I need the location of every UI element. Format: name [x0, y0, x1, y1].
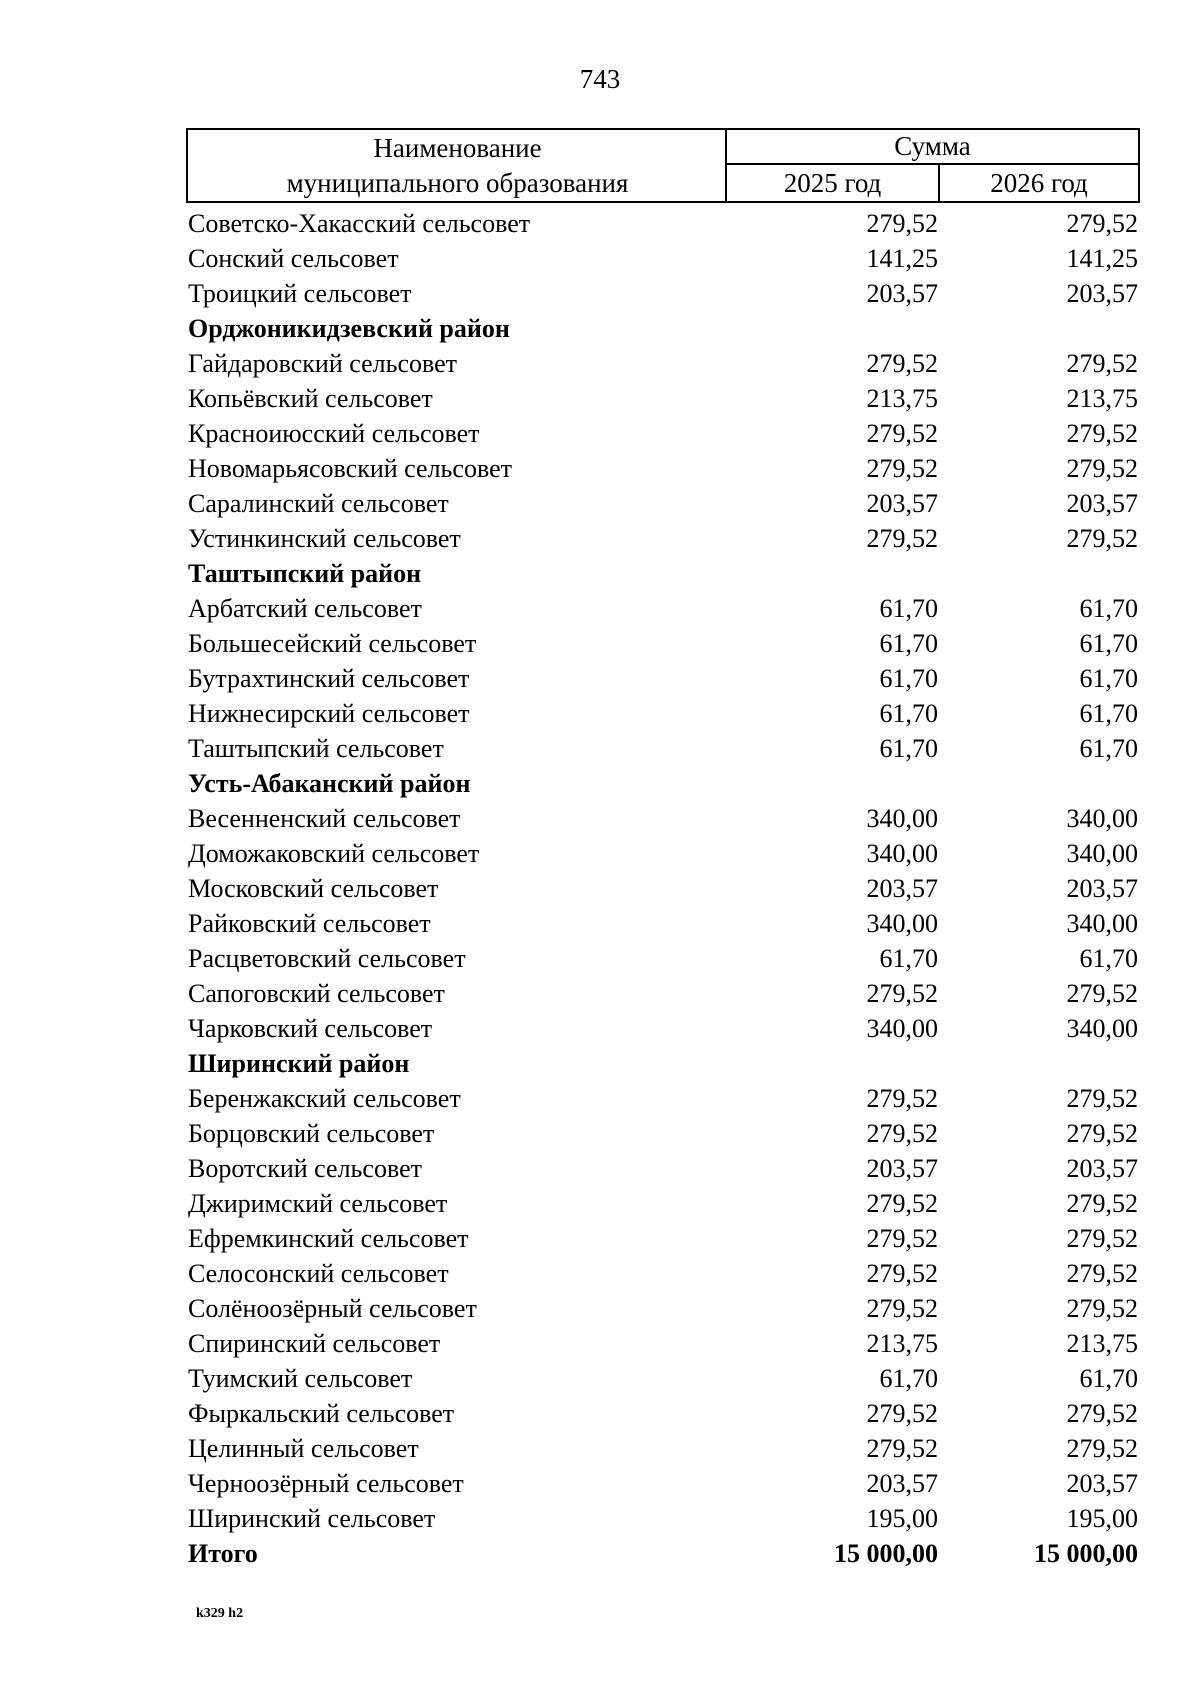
row-value-2025: 279,52 — [866, 454, 938, 483]
table-row — [0, 521, 1200, 556]
row-value-2025: 279,52 — [866, 1189, 938, 1218]
row-name-cell: Беренжакский сельсовет — [188, 1084, 461, 1113]
row-value-2025: 340,00 — [866, 909, 938, 938]
row-value-2025: 141,25 — [866, 244, 938, 273]
header-name-line1: Наименование — [373, 133, 542, 163]
row-value-2025: 213,75 — [866, 1329, 938, 1358]
table-row — [0, 626, 1200, 661]
header-name-line2: муниципального образования — [286, 168, 629, 198]
table-row — [0, 1396, 1200, 1431]
row-name-cell: Таштыпский сельсовет — [188, 734, 444, 763]
row-name-cell: Копьёвский сельсовет — [188, 384, 433, 413]
row-name-cell: Бутрахтинский сельсовет — [188, 664, 470, 693]
header-year-2026: 2026 год — [990, 168, 1088, 198]
table-row — [0, 276, 1200, 311]
row-value-2026: 203,57 — [1066, 874, 1138, 903]
row-value-2025: 279,52 — [866, 979, 938, 1008]
row-name-cell: Московский сельсовет — [188, 874, 439, 903]
row-name-cell: Селосонский сельсовет — [188, 1259, 449, 1288]
row-name-cell: Большесейский сельсовет — [188, 629, 477, 658]
row-value-2026: 203,57 — [1066, 1469, 1138, 1498]
row-name-cell: Саралинский сельсовет — [188, 489, 449, 518]
table-row — [0, 241, 1200, 276]
table-row-group-heading — [0, 1046, 1200, 1081]
table-row — [0, 1011, 1200, 1046]
row-name-cell: Спиринский сельсовет — [188, 1329, 441, 1358]
row-value-2026: 279,52 — [1066, 1084, 1138, 1113]
row-name-cell: Таштыпский район — [188, 559, 422, 588]
table-row — [0, 1186, 1200, 1221]
row-name-cell: Ширинский сельсовет — [188, 1504, 436, 1533]
row-value-2025: 340,00 — [866, 1014, 938, 1043]
row-value-2026: 61,70 — [1079, 664, 1138, 693]
row-value-2025: 203,57 — [866, 874, 938, 903]
row-value-2025: 15 000,00 — [834, 1539, 938, 1568]
row-value-2026: 203,57 — [1066, 279, 1138, 308]
row-name-cell: Троицкий сельсовет — [188, 279, 412, 308]
row-value-2026: 279,52 — [1066, 1434, 1138, 1463]
row-value-2026: 61,70 — [1079, 944, 1138, 973]
row-value-2026: 195,00 — [1066, 1504, 1138, 1533]
row-name-cell: Итого — [188, 1539, 258, 1568]
row-value-2026: 340,00 — [1066, 839, 1138, 868]
table-row — [0, 1081, 1200, 1116]
row-name-cell: Арбатский сельсовет — [188, 594, 422, 623]
row-value-2025: 279,52 — [866, 349, 938, 378]
table-row — [0, 1256, 1200, 1291]
row-value-2026: 340,00 — [1066, 1014, 1138, 1043]
table-row — [0, 696, 1200, 731]
row-name-cell: Черноозёрный сельсовет — [188, 1469, 464, 1498]
table-row-group-heading — [0, 311, 1200, 346]
row-value-2026: 203,57 — [1066, 489, 1138, 518]
row-name-cell: Ефремкинский сельсовет — [188, 1224, 469, 1253]
table-row — [0, 661, 1200, 696]
row-name-cell: Райковский сельсовет — [188, 909, 431, 938]
row-name-cell: Сонский сельсовет — [188, 244, 399, 273]
row-value-2025: 279,52 — [866, 1294, 938, 1323]
table-row — [0, 206, 1200, 241]
row-name-cell: Борцовский сельсовет — [188, 1119, 435, 1148]
row-value-2026: 279,52 — [1066, 1259, 1138, 1288]
table-row — [0, 1501, 1200, 1536]
row-value-2025: 61,70 — [879, 734, 938, 763]
table-row — [0, 1116, 1200, 1151]
table-row — [0, 731, 1200, 766]
row-value-2026: 61,70 — [1079, 734, 1138, 763]
row-value-2025: 340,00 — [866, 804, 938, 833]
row-value-2025: 279,52 — [866, 209, 938, 238]
table-row — [0, 976, 1200, 1011]
row-value-2026: 279,52 — [1066, 419, 1138, 448]
table-row — [0, 1291, 1200, 1326]
row-name-cell: Джиримский сельсовет — [188, 1189, 448, 1218]
row-name-cell: Усть-Абаканский район — [188, 769, 471, 798]
table-row — [0, 801, 1200, 836]
row-value-2025: 61,70 — [879, 664, 938, 693]
row-name-cell: Советско-Хакасский сельсовет — [188, 209, 531, 238]
row-value-2025: 61,70 — [879, 629, 938, 658]
row-value-2025: 203,57 — [866, 1469, 938, 1498]
table-row — [0, 381, 1200, 416]
table-row — [0, 451, 1200, 486]
row-name-cell: Красноиюсский сельсовет — [188, 419, 480, 448]
row-name-cell: Фыркальский сельсовет — [188, 1399, 455, 1428]
row-value-2026: 279,52 — [1066, 979, 1138, 1008]
row-value-2026: 61,70 — [1079, 1364, 1138, 1393]
row-value-2026: 213,75 — [1066, 1329, 1138, 1358]
table-row-group-heading — [0, 1536, 1200, 1571]
row-value-2025: 61,70 — [879, 699, 938, 728]
row-name-cell: Чарковский сельсовет — [188, 1014, 433, 1043]
row-value-2025: 203,57 — [866, 279, 938, 308]
row-value-2025: 279,52 — [866, 1434, 938, 1463]
row-value-2026: 61,70 — [1079, 594, 1138, 623]
row-value-2025: 279,52 — [866, 419, 938, 448]
row-name-cell: Расцветовский сельсовет — [188, 944, 466, 973]
row-value-2025: 279,52 — [866, 524, 938, 553]
row-name-cell: Целинный сельсовет — [188, 1434, 419, 1463]
table-row — [0, 941, 1200, 976]
row-value-2026: 213,75 — [1066, 384, 1138, 413]
row-value-2026: 340,00 — [1066, 909, 1138, 938]
row-value-2026: 279,52 — [1066, 1224, 1138, 1253]
row-value-2025: 340,00 — [866, 839, 938, 868]
row-value-2026: 15 000,00 — [1034, 1539, 1138, 1568]
row-value-2026: 340,00 — [1066, 804, 1138, 833]
table-row — [0, 1466, 1200, 1501]
header-sum: Сумма — [727, 130, 1138, 165]
row-value-2026: 61,70 — [1079, 699, 1138, 728]
header-year-2025: 2025 год — [727, 165, 940, 201]
table-row — [0, 346, 1200, 381]
footer-code: k329 h2 — [196, 1606, 244, 1621]
table-row — [0, 591, 1200, 626]
row-value-2026: 279,52 — [1066, 349, 1138, 378]
row-value-2026: 203,57 — [1066, 1154, 1138, 1183]
row-value-2025: 213,75 — [866, 384, 938, 413]
row-name-cell: Ширинский район — [188, 1049, 410, 1078]
table-body — [0, 206, 1200, 1571]
row-value-2026: 61,70 — [1079, 629, 1138, 658]
table-row — [0, 1151, 1200, 1186]
row-name-cell: Сапоговский сельсовет — [188, 979, 445, 1008]
row-value-2025: 195,00 — [866, 1504, 938, 1533]
row-value-2025: 279,52 — [866, 1224, 938, 1253]
page-number: 743 — [579, 64, 621, 94]
table-row — [0, 1361, 1200, 1396]
row-name-cell: Весенненский сельсовет — [188, 804, 461, 833]
row-name-cell: Нижнесирский сельсовет — [188, 699, 470, 728]
row-name-cell: Орджоникидзевский район — [188, 314, 510, 343]
row-value-2025: 203,57 — [866, 1154, 938, 1183]
row-value-2025: 279,52 — [866, 1399, 938, 1428]
row-value-2025: 61,70 — [879, 1364, 938, 1393]
row-value-2025: 61,70 — [879, 944, 938, 973]
row-value-2026: 141,25 — [1066, 244, 1138, 273]
table-row-group-heading — [0, 766, 1200, 801]
row-name-cell: Туимский сельсовет — [188, 1364, 413, 1393]
row-name-cell: Воротский сельсовет — [188, 1154, 422, 1183]
table-row — [0, 1326, 1200, 1361]
row-value-2026: 279,52 — [1066, 524, 1138, 553]
table-row — [0, 906, 1200, 941]
row-name-cell: Доможаковский сельсовет — [188, 839, 480, 868]
table-row — [0, 416, 1200, 451]
table-header — [186, 128, 1140, 203]
table-row — [0, 836, 1200, 871]
row-value-2025: 279,52 — [866, 1259, 938, 1288]
row-name-cell: Гайдаровский сельсовет — [188, 349, 458, 378]
row-value-2026: 279,52 — [1066, 1119, 1138, 1148]
table-row — [0, 871, 1200, 906]
row-value-2025: 203,57 — [866, 489, 938, 518]
header-name-cell — [188, 130, 727, 201]
row-value-2025: 279,52 — [866, 1084, 938, 1113]
table-row — [0, 1431, 1200, 1466]
row-value-2026: 279,52 — [1066, 1189, 1138, 1218]
row-name-cell: Солёноозёрный сельсовет — [188, 1294, 477, 1323]
table-row-group-heading — [0, 556, 1200, 591]
row-value-2025: 279,52 — [866, 1119, 938, 1148]
table-row — [0, 1221, 1200, 1256]
row-value-2025: 61,70 — [879, 594, 938, 623]
row-name-cell: Новомарьясовский сельсовет — [188, 454, 512, 483]
row-name-cell: Устинкинский сельсовет — [188, 524, 461, 553]
row-value-2026: 279,52 — [1066, 1399, 1138, 1428]
row-value-2026: 279,52 — [1066, 209, 1138, 238]
row-value-2026: 279,52 — [1066, 454, 1138, 483]
table-row — [0, 486, 1200, 521]
row-value-2026: 279,52 — [1066, 1294, 1138, 1323]
